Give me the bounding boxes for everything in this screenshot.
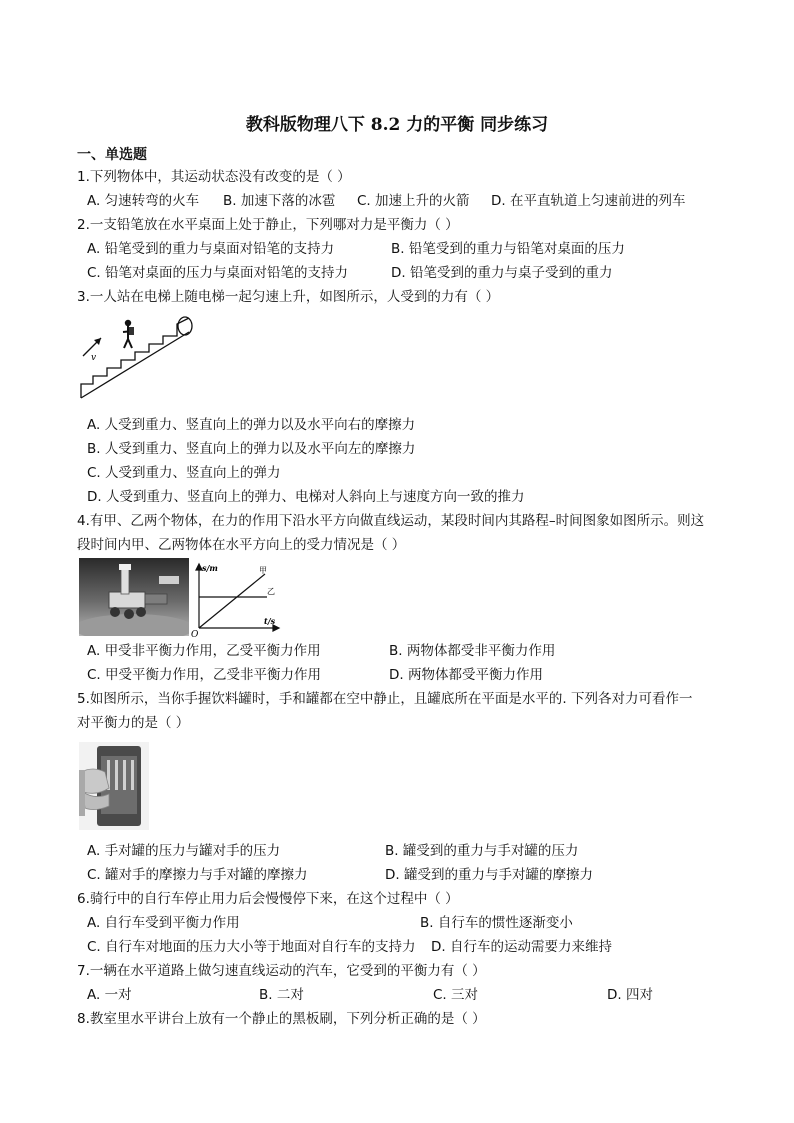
q5-stem-line1: 5.如图所示，当你手握饮料罐时，手和罐都在空中静止，且罐底所在平面是水平的. 下列各对力可看作一 bbox=[77, 691, 693, 707]
q4-option-d: D. 两物体都受平衡力作用 bbox=[389, 667, 543, 683]
q3-option-a: A. 人受到重力、竖直向上的弹力以及水平向右的摩擦力 bbox=[87, 417, 416, 433]
q1-option-b: B. 加速下落的冰雹 bbox=[223, 193, 336, 209]
q7-option-b: B. 二对 bbox=[259, 987, 304, 1003]
q6-option-b: B. 自行车的惯性逐渐变小 bbox=[420, 915, 573, 931]
q1-option-a: A. 匀速转弯的火车 bbox=[87, 193, 200, 209]
q1-option-c: C. 加速上升的火箭 bbox=[357, 193, 470, 209]
q1-stem: 1.下列物体中，其运动状态没有改变的是（ ） bbox=[77, 169, 351, 185]
axis-label-s: s/m bbox=[202, 563, 218, 573]
q5-option-d: D. 罐受到的重力与手对罐的摩擦力 bbox=[385, 867, 593, 883]
q2-option-d: D. 铅笔受到的重力与桌子受到的重力 bbox=[391, 265, 613, 281]
q4-stem-line1: 4.有甲、乙两个物体，在力的作用下沿水平方向做直线运动，某段时间内其路程–时间图象如图所示。则这 bbox=[77, 513, 705, 529]
velocity-label: v bbox=[91, 353, 97, 363]
q6-option-c: C. 自行车对地面的压力大小等于地面对自行车的支持力 bbox=[87, 939, 416, 955]
person-icon bbox=[123, 320, 134, 348]
q4-option-c: C. 甲受平衡力作用，乙受非平衡力作用 bbox=[87, 667, 322, 683]
q6-stem: 6.骑行中的自行车停止用力后会慢慢停下来，在这个过程中（ ） bbox=[77, 891, 459, 907]
q4-option-b: B. 两物体都受非平衡力作用 bbox=[389, 643, 556, 659]
q5-option-b: B. 罐受到的重力与手对罐的压力 bbox=[385, 843, 579, 859]
q1-option-d: D. 在平直轨道上匀速前进的列车 bbox=[491, 193, 686, 209]
q5-option-a: A. 手对罐的压力与罐对手的压力 bbox=[87, 843, 281, 859]
q3-stem: 3.一人站在电梯上随电梯一起匀速上升，如图所示，人受到的力有（ ） bbox=[77, 289, 500, 305]
hand-holding-can-photo bbox=[79, 742, 149, 830]
page-title: 教科版物理八下 8.2 力的平衡 同步练习 bbox=[245, 115, 549, 135]
q2-option-a: A. 铅笔受到的重力与桌面对铅笔的支持力 bbox=[87, 241, 335, 257]
q2-stem: 2.一支铅笔放在水平桌面上处于静止，下列哪对力是平衡力（ ） bbox=[77, 217, 459, 233]
q5-stem-line2: 对平衡力的是（ ） bbox=[77, 715, 190, 731]
q7-option-a: A. 一对 bbox=[87, 987, 132, 1003]
q8-stem: 8.教室里水平讲台上放有一个静止的黑板刷，下列分析正确的是（ ） bbox=[77, 1011, 486, 1027]
line-label-jia: 甲 bbox=[259, 566, 267, 575]
lunar-rover-photo bbox=[79, 558, 189, 636]
q4-stem-line2: 段时间内甲、乙两物体在水平方向上的受力情况是（ ） bbox=[77, 537, 406, 553]
q3-option-d: D. 人受到重力、竖直向上的弹力、电梯对人斜向上与速度方向一致的推力 bbox=[87, 489, 525, 505]
q7-option-c: C. 三对 bbox=[433, 987, 479, 1003]
q6-option-a: A. 自行车受到平衡力作用 bbox=[87, 915, 240, 931]
q6-option-d: D. 自行车的运动需要力来维持 bbox=[431, 939, 612, 955]
st-graph-figure bbox=[189, 560, 281, 638]
line-label-yi: 乙 bbox=[267, 587, 275, 596]
axis-label-t: t/s bbox=[264, 616, 276, 626]
q3-option-c: C. 人受到重力、竖直向上的弹力 bbox=[87, 465, 281, 481]
q2-option-c: C. 铅笔对桌面的压力与桌面对铅笔的支持力 bbox=[87, 265, 349, 281]
origin-label: O bbox=[191, 630, 199, 638]
q3-option-b: B. 人受到重力、竖直向上的弹力以及水平向左的摩擦力 bbox=[87, 441, 416, 457]
q7-option-d: D. 四对 bbox=[607, 987, 653, 1003]
q5-option-c: C. 罐对手的摩擦力与手对罐的摩擦力 bbox=[87, 867, 308, 883]
escalator-figure bbox=[77, 312, 197, 404]
line-jia bbox=[199, 574, 265, 628]
q2-option-b: B. 铅笔受到的重力与铅笔对桌面的压力 bbox=[391, 241, 625, 257]
section-heading: 一、单选题 bbox=[77, 147, 147, 163]
q4-option-a: A. 甲受非平衡力作用，乙受平衡力作用 bbox=[87, 643, 321, 659]
q7-stem: 7.一辆在水平道路上做匀速直线运动的汽车，它受到的平衡力有（ ） bbox=[77, 963, 486, 979]
